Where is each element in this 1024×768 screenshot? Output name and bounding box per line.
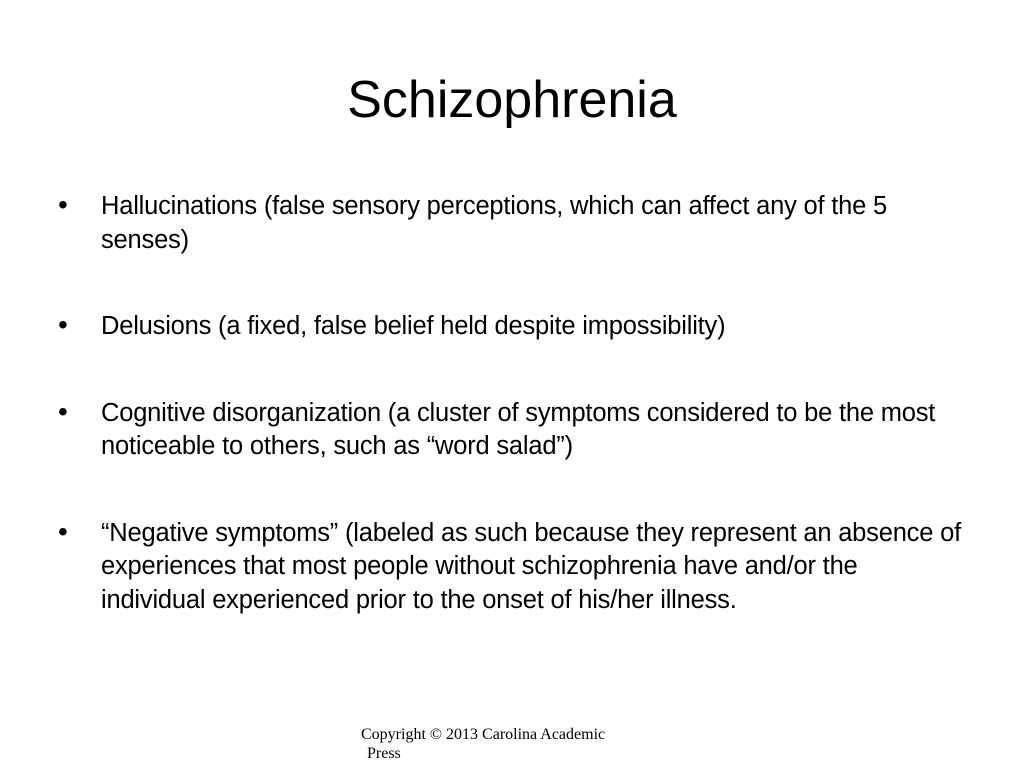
bullet-text: Cognitive disorganization (a cluster of symptoms considered to be the most noticeable to others, such as “word salad”) bbox=[101, 398, 936, 460]
copyright-publisher-line: Press bbox=[367, 745, 401, 762]
bullet-marker: • bbox=[58, 515, 68, 547]
copyright-line: Copyright © 2013 Carolina Academic bbox=[361, 726, 606, 743]
bullet-item-delusions bbox=[58, 310, 968, 344]
slide-title: Schizophrenia bbox=[347, 71, 677, 129]
bullet-text: Hallucinations (false sensory perceptions, which can affect any of the 5 senses) bbox=[101, 192, 887, 254]
bullet-item-hallucinations bbox=[58, 190, 968, 257]
copyright-footer bbox=[361, 725, 681, 763]
bullet-text: “Negative symptoms” (labeled as such because they represent an absence of experiences that most people without schizophrenia have and/or the individual experienced prior to the onset of his/her illness. bbox=[101, 518, 961, 614]
bullet-marker: • bbox=[58, 309, 68, 340]
bullet-list bbox=[58, 190, 968, 617]
bullet-item-negative-symptoms bbox=[58, 517, 968, 618]
bullet-marker: • bbox=[58, 189, 68, 220]
bullet-text: Delusions (a fixed, false belief held despite impossibility) bbox=[101, 312, 726, 340]
bullet-item-cognitive-disorganization bbox=[58, 397, 968, 464]
bullet-marker: • bbox=[58, 395, 68, 427]
